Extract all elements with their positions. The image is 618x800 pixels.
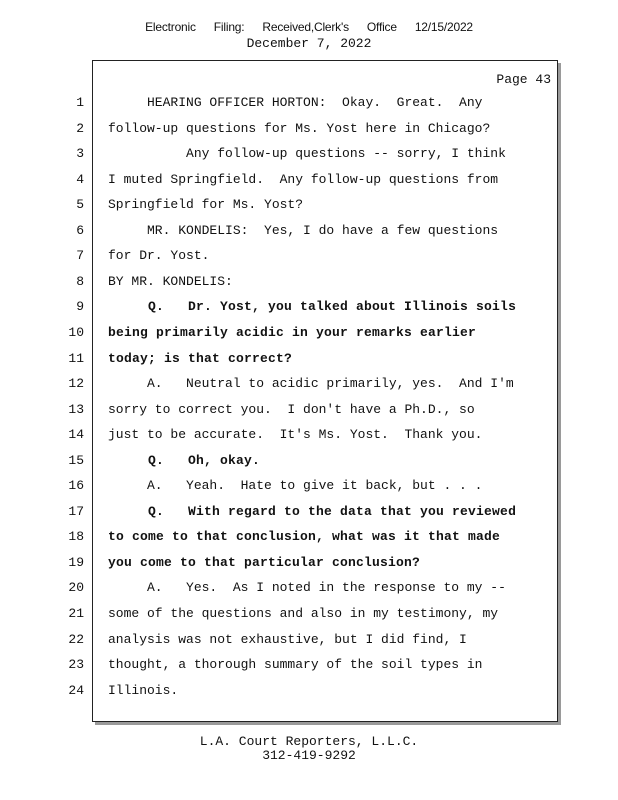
- footer-company: L.A. Court Reporters, L.L.C.: [199, 734, 419, 749]
- line-number: 11: [68, 351, 84, 366]
- transcript-line: MR. KONDELIS: Yes, I do have a few questions: [108, 223, 499, 238]
- line-number: 24: [68, 683, 84, 698]
- line-number: 6: [76, 223, 84, 238]
- line-number: 15: [68, 453, 84, 468]
- line-number: 21: [68, 606, 84, 621]
- transcript-line: Any follow-up questions -- sorry, I think: [108, 146, 506, 161]
- transcript-line: sorry to correct you. I don't have a Ph.D., so: [108, 402, 475, 417]
- line-number: 23: [68, 657, 84, 672]
- line-number: 8: [76, 274, 84, 289]
- transcript-line: for Dr. Yost.: [108, 248, 210, 263]
- transcript-line: Illinois.: [108, 683, 179, 698]
- line-number: 22: [68, 632, 84, 647]
- line-number: 9: [76, 299, 84, 314]
- transcript-line: A. Yes. As I noted in the response to my --: [108, 580, 506, 595]
- transcript-line: analysis was not exhaustive, but I did find, I: [108, 632, 467, 647]
- transcript-line: you come to that particular conclusion?: [108, 555, 421, 570]
- transcript-line: thought, a thorough summary of the soil types in: [108, 657, 483, 672]
- line-number: 19: [68, 555, 84, 570]
- transcript-line: just to be accurate. It's Ms. Yost. Thank you.: [108, 427, 483, 442]
- transcript-line: BY MR. KONDELIS:: [108, 274, 233, 289]
- line-number: 17: [68, 504, 84, 519]
- transcript-line: A. Yeah. Hate to give it back, but . . .: [108, 478, 483, 493]
- line-number: 1: [76, 95, 84, 110]
- line-number: 13: [68, 402, 84, 417]
- transcript-line: A. Neutral to acidic primarily, yes. And I'm: [108, 376, 514, 391]
- transcript-line: today; is that correct?: [108, 351, 293, 366]
- line-number: 3: [76, 146, 84, 161]
- line-number: 10: [68, 325, 84, 340]
- filing-stamp-word: Filing:: [213, 20, 245, 34]
- transcript-line: I muted Springfield. Any follow-up questions from: [108, 172, 499, 187]
- line-number: 12: [68, 376, 84, 391]
- transcript-line: Q. Oh, okay.: [108, 453, 261, 468]
- line-number: 5: [76, 197, 84, 212]
- transcript-line: HEARING OFFICER HORTON: Okay. Great. Any: [108, 95, 483, 110]
- transcript-line: follow-up questions for Ms. Yost here in Chicago?: [108, 121, 491, 136]
- transcript-line: Springfield for Ms. Yost?: [108, 197, 304, 212]
- filing-stamp-word: Electronic: [145, 20, 196, 34]
- transcript-line: Q. Dr. Yost, you talked about Illinois soils: [108, 299, 517, 314]
- line-number: 2: [76, 121, 84, 136]
- line-number: 18: [68, 529, 84, 544]
- filing-stamp: [0, 20, 618, 34]
- line-number: 14: [68, 427, 84, 442]
- line-number: 20: [68, 580, 84, 595]
- transcript-line: Q. With regard to the data that you reviewed: [108, 504, 517, 519]
- transcript-line: being primarily acidic in your remarks earlier: [108, 325, 477, 340]
- line-number: 16: [68, 478, 84, 493]
- transcript-line: to come to that conclusion, what was it that made: [108, 529, 501, 544]
- transcript-date: December 7, 2022: [246, 36, 372, 51]
- footer-phone: 312-419-9292: [262, 748, 356, 763]
- filing-stamp-word: 12/15/2022: [414, 20, 473, 34]
- line-number: 4: [76, 172, 84, 187]
- filing-stamp-word: Office: [366, 20, 397, 34]
- transcript-line: some of the questions and also in my testimony, my: [108, 606, 499, 621]
- page-number: Page 43: [496, 72, 551, 87]
- line-number: 7: [76, 248, 84, 263]
- filing-stamp-word: Received,Clerk's: [262, 20, 349, 34]
